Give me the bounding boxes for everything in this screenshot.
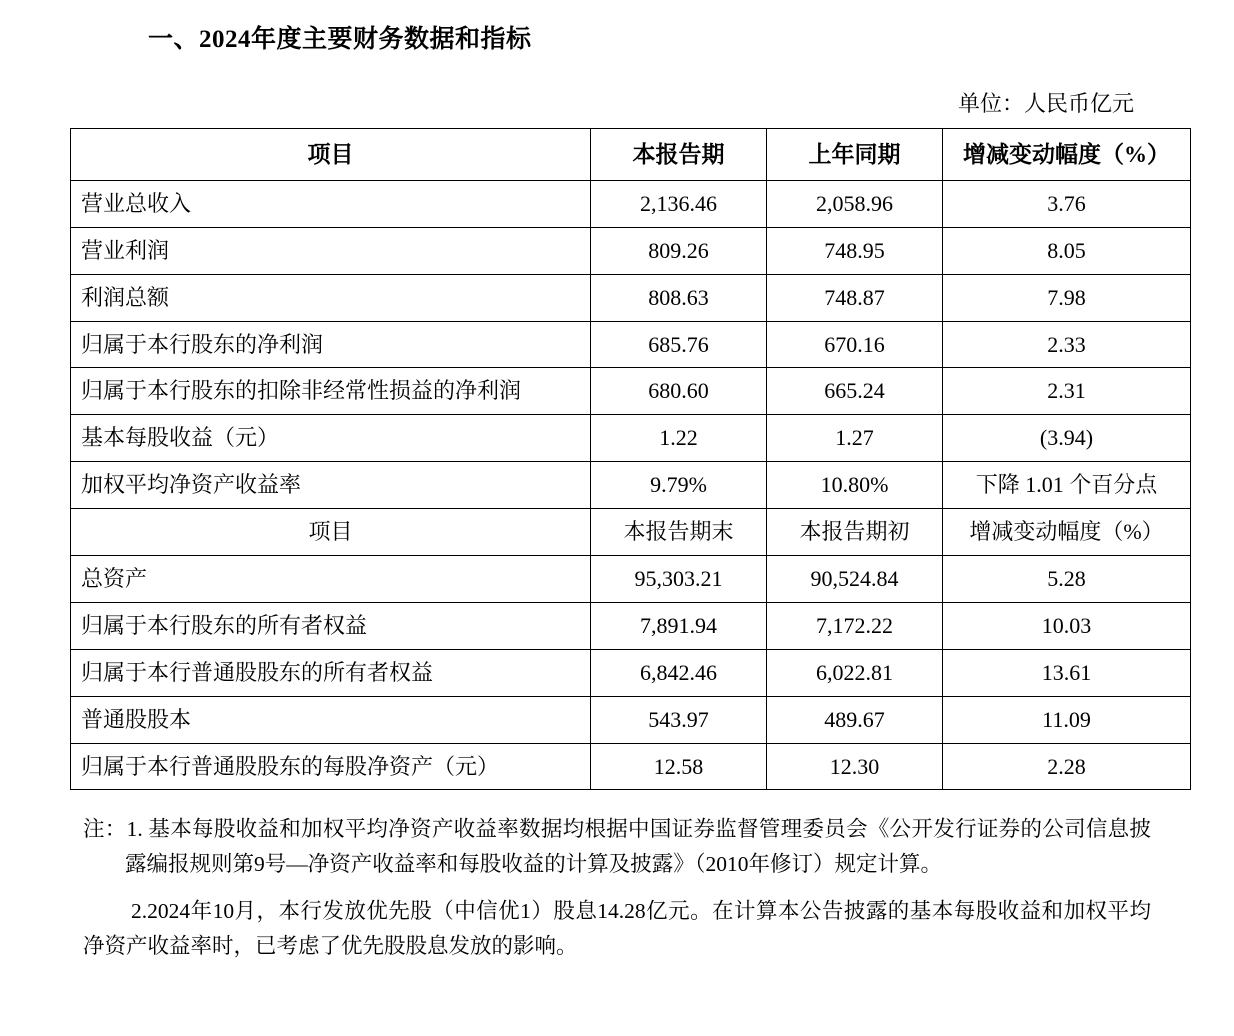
row-label: 营业利润 <box>71 227 591 274</box>
row-change: 5.28 <box>943 555 1191 602</box>
row-current: 1.22 <box>591 415 767 462</box>
column-header-change: 增减变动幅度（%） <box>943 128 1191 180</box>
note-1-text: 基本每股收益和加权平均净资产收益率数据均根据中国证券监督管理委员会《公开发行证券的公司信息披露编报规则第9号—净资产收益率和每股收益的计算及披露》（2010年修订）规定计算。 <box>125 817 1151 877</box>
table-row <box>71 227 1191 274</box>
row-label: 归属于本行普通股股东的每股净资产（元） <box>71 743 591 790</box>
row-previous: 90,524.84 <box>767 555 943 602</box>
row-label: 归属于本行股东的扣除非经常性损益的净利润 <box>71 368 591 415</box>
row-previous: 1.27 <box>767 415 943 462</box>
row-label: 归属于本行股东的净利润 <box>71 321 591 368</box>
row-change: 8.05 <box>943 227 1191 274</box>
row-current: 809.26 <box>591 227 767 274</box>
row-previous: 670.16 <box>767 321 943 368</box>
row-change: 2.33 <box>943 321 1191 368</box>
unit-label: 单位：人民币亿元 <box>957 90 1134 116</box>
row-label: 普通股股本 <box>71 696 591 743</box>
table-row <box>71 321 1191 368</box>
row-previous: 748.87 <box>767 274 943 321</box>
row-change: 3.76 <box>943 180 1191 227</box>
table-subheader-row <box>71 509 1191 556</box>
row-label: 利润总额 <box>71 274 591 321</box>
column-header-change-2: 增减变动幅度（%） <box>943 509 1191 556</box>
column-header-item: 项目 <box>71 128 591 180</box>
column-header-period-begin: 本报告期初 <box>767 509 943 556</box>
row-current: 6,842.46 <box>591 649 767 696</box>
table-row <box>71 368 1191 415</box>
row-previous: 12.30 <box>767 743 943 790</box>
row-current: 543.97 <box>591 696 767 743</box>
note-2 <box>83 894 1151 964</box>
table-row <box>71 415 1191 462</box>
row-change: 2.31 <box>943 368 1191 415</box>
row-current: 7,891.94 <box>591 602 767 649</box>
table-row <box>71 462 1191 509</box>
column-header-current-period: 本报告期 <box>591 128 767 180</box>
note-2-text: 2.2024年10月，本行发放优先股（中信优1）股息14.28亿元。在计算本公告披露的基本每股收益和加权平均净资产收益率时，已考虑了优先股股息发放的影响。 <box>83 899 1151 958</box>
row-change: 10.03 <box>943 602 1191 649</box>
row-change: 11.09 <box>943 696 1191 743</box>
row-previous: 6,022.81 <box>767 649 943 696</box>
table-row <box>71 743 1191 790</box>
row-previous: 665.24 <box>767 368 943 415</box>
note-1 <box>83 812 1151 882</box>
row-change: (3.94) <box>943 415 1191 462</box>
column-header-item-2: 项目 <box>71 509 591 556</box>
row-change: 7.98 <box>943 274 1191 321</box>
table-row <box>71 274 1191 321</box>
row-label: 基本每股收益（元） <box>71 415 591 462</box>
row-change: 下降 1.01 个百分点 <box>943 462 1191 509</box>
row-previous: 10.80% <box>767 462 943 509</box>
table-header-row <box>71 128 1191 180</box>
row-label: 营业总收入 <box>71 180 591 227</box>
table-row <box>71 180 1191 227</box>
row-label: 归属于本行普通股股东的所有者权益 <box>71 649 591 696</box>
column-header-previous-period: 上年同期 <box>767 128 943 180</box>
row-current: 2,136.46 <box>591 180 767 227</box>
row-current: 685.76 <box>591 321 767 368</box>
column-header-period-end: 本报告期末 <box>591 509 767 556</box>
row-previous: 7,172.22 <box>767 602 943 649</box>
row-change: 2.28 <box>943 743 1191 790</box>
table-row <box>71 696 1191 743</box>
note-1-lead: 注：1. <box>83 817 143 842</box>
notes-section <box>83 812 1151 963</box>
row-label: 总资产 <box>71 555 591 602</box>
row-previous: 2,058.96 <box>767 180 943 227</box>
row-change: 13.61 <box>943 649 1191 696</box>
row-label: 归属于本行股东的所有者权益 <box>71 602 591 649</box>
row-current: 95,303.21 <box>591 555 767 602</box>
row-current: 12.58 <box>591 743 767 790</box>
row-previous: 748.95 <box>767 227 943 274</box>
row-current: 9.79% <box>591 462 767 509</box>
table-row <box>71 555 1191 602</box>
financial-data-table <box>70 128 1191 791</box>
page-title: 一、2024年度主要财务数据和指标 <box>148 26 532 53</box>
row-label: 加权平均净资产收益率 <box>71 462 591 509</box>
row-current: 680.60 <box>591 368 767 415</box>
row-current: 808.63 <box>591 274 767 321</box>
row-previous: 489.67 <box>767 696 943 743</box>
table-row <box>71 649 1191 696</box>
table-row <box>71 602 1191 649</box>
